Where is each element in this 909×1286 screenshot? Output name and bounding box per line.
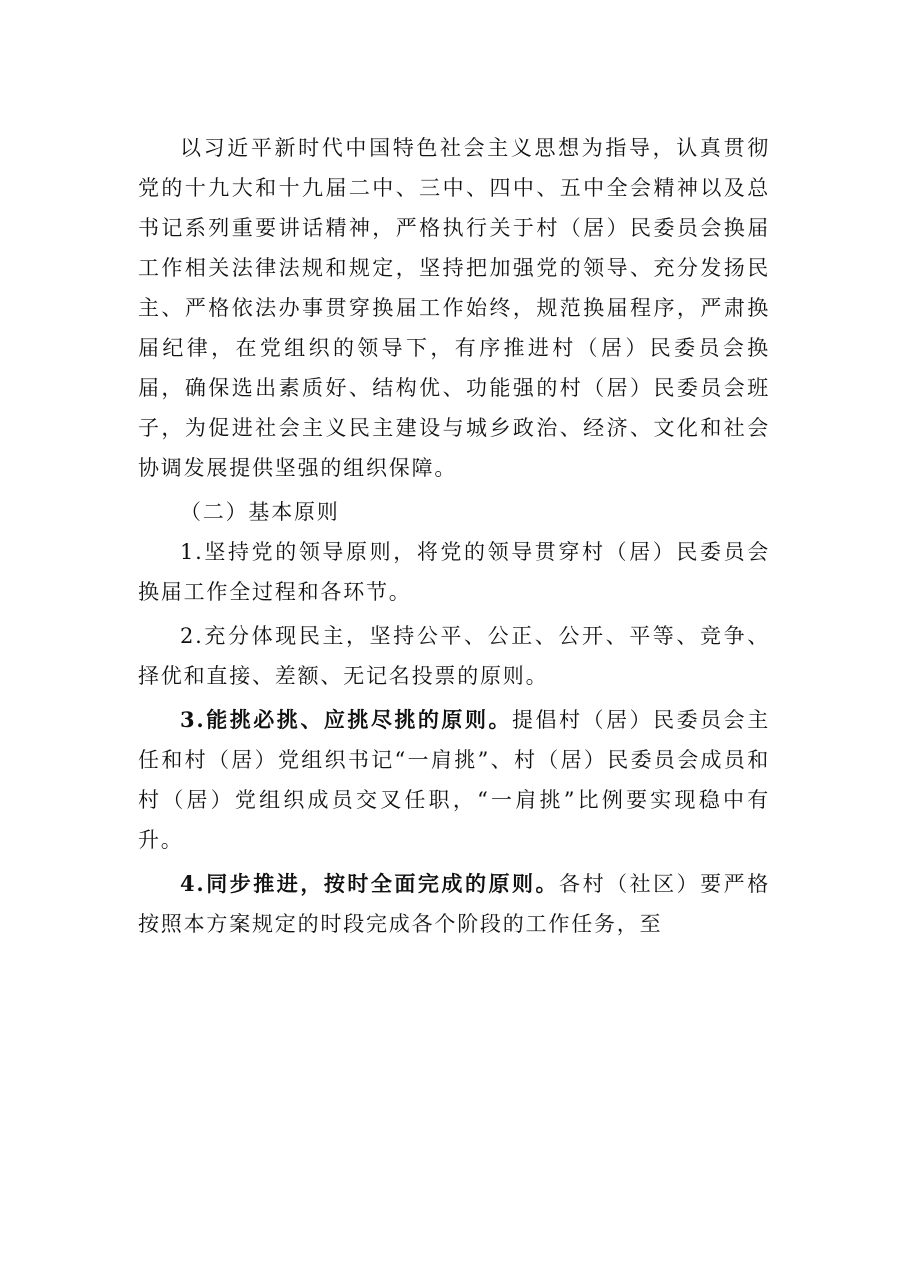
principle-4-lead: 4.同步推进，按时全面完成的原则。 xyxy=(180,871,560,896)
document-page xyxy=(138,128,770,944)
principle-3-paragraph xyxy=(138,700,770,860)
principle-3-lead: 3.能挑必挑、应挑尽挑的原则。 xyxy=(180,707,512,732)
principle-3-body: 提倡村（居）民委员会主任和村（居）党组织书记“一肩挑”、村（居）民委员会成员和村（居）党组织成员交叉任职，“一肩挑”比例要实现稳中有升。 xyxy=(138,708,770,852)
principle-4-paragraph xyxy=(138,864,770,944)
intro-paragraph: 以习近平新时代中国特色社会主义思想为指导，认真贯彻党的十九大和十九届二中、三中、四中、五中全会精神以及总书记系列重要讲话精神，严格执行关于村（居）民委员会换届工作相关法律法规和规定，坚持把加强党的领导、充分发扬民主、严格依法办事贯穿换届工作始终，规范换届程序，严肃换届纪律，在党组织的领导下，有序推进村（居）民委员会换届，确保选出素质好、结构优、功能强的村（居）民委员会班子，为促进社会主义民主建设与城乡政治、经济、文化和社会协调发展提供坚强的组织保障。 xyxy=(138,136,770,480)
section-heading-basic-principles: （二）基本原则 xyxy=(180,500,340,524)
principle-4-body: 各村（社区）要严格按照本方案规定的时段完成各个阶段的工作任务，至 xyxy=(138,872,771,936)
principle-2-paragraph: 2.充分体现民主，坚持公平、公正、公开、平等、竞争、择优和直接、差额、无记名投票的原则。 xyxy=(138,624,770,688)
principle-1-paragraph: 1.坚持党的领导原则，将党的领导贯穿村（居）民委员会换届工作全过程和各环节。 xyxy=(138,540,770,604)
